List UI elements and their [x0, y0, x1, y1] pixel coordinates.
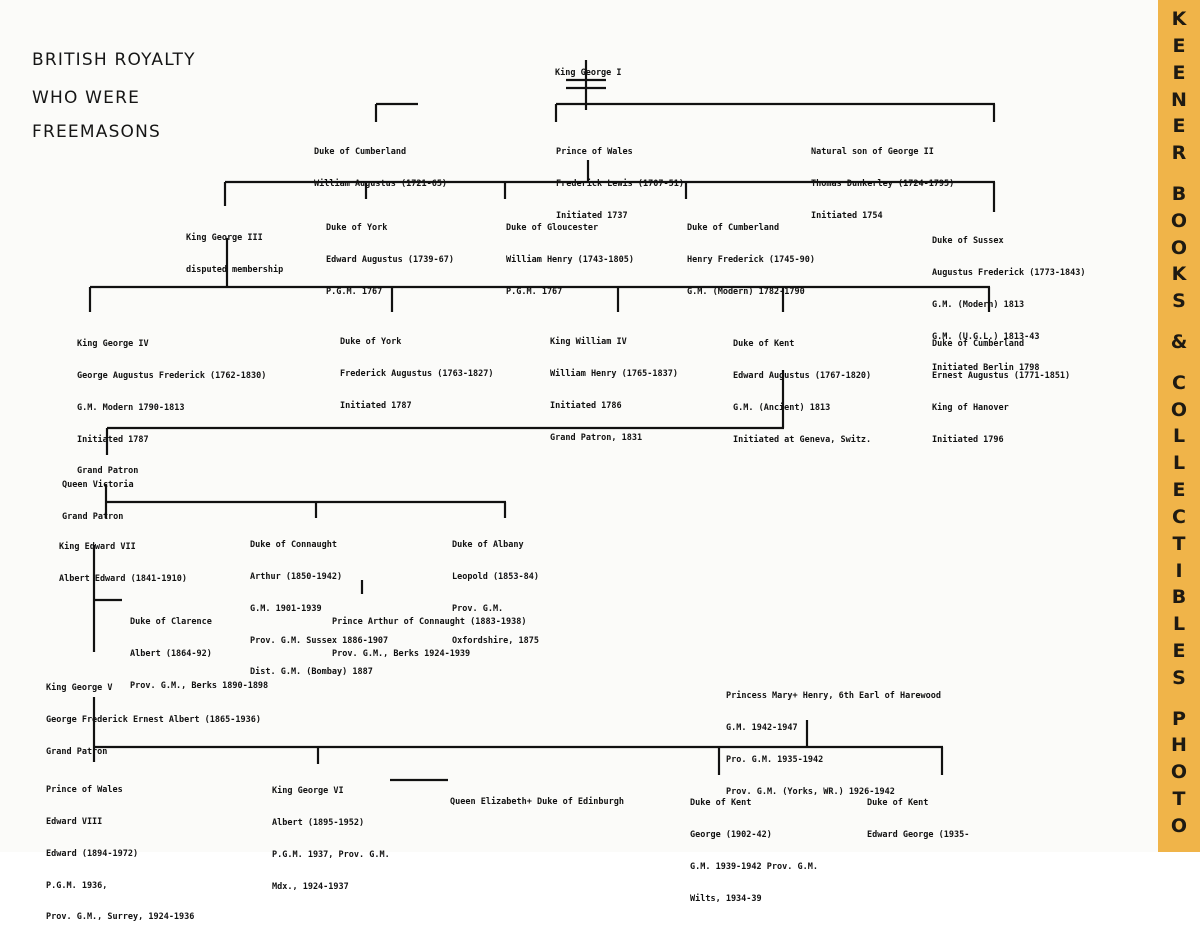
- node-line: Queen Victoria: [62, 480, 134, 491]
- node-line: Henry Frederick (1745-90): [687, 254, 815, 265]
- node-duke-of-cumberland-henry-frederick: [687, 202, 815, 319]
- node-line: King George III: [186, 233, 263, 244]
- node-line: King William IV: [550, 337, 627, 348]
- node-line: Duke of Kent: [690, 798, 752, 809]
- sidebar-letter: E: [1172, 479, 1186, 502]
- node-line: Prov. G.M., Berks 1924-1939: [332, 648, 471, 659]
- sidebar-letter: N: [1171, 88, 1187, 111]
- node-line: King George IV: [77, 339, 149, 350]
- node-line: King of Hanover: [932, 402, 1009, 413]
- node-line: William Henry (1765-1837): [550, 368, 678, 379]
- node-line: Duke of York: [326, 223, 388, 234]
- node-line: G.M. (Modern) 1782-1790: [687, 286, 805, 297]
- node-line: G.M. Modern 1790-1813: [77, 402, 185, 413]
- sidebar-letter: O: [1170, 815, 1188, 837]
- sidebar-letter: L: [1172, 613, 1186, 636]
- sidebar-letter: T: [1172, 788, 1186, 811]
- node-line: Duke of Connaught: [250, 540, 337, 551]
- node-line: King George I: [555, 68, 622, 79]
- node-line: Princess Mary+ Henry, 6th Earl of Harewood: [726, 691, 941, 702]
- node-line: Edward Augustus (1739-67): [326, 254, 454, 265]
- node-line: George (1902-42): [690, 829, 772, 840]
- node-line: P.G.M. 1767: [326, 286, 383, 297]
- node-line: Prov. G.M. Sussex 1886-1907: [250, 635, 389, 646]
- node-line: G.M. 1942-1947: [726, 722, 798, 733]
- sidebar-letter: O: [1170, 761, 1188, 784]
- node-line: Duke of Albany: [452, 540, 524, 551]
- node-line: P.G.M. 1936,: [46, 880, 108, 891]
- node-duke-of-kent-edward-augustus: [733, 318, 871, 466]
- node-line: G.M. (Modern) 1813: [932, 299, 1025, 310]
- sidebar-letter: E: [1172, 115, 1186, 138]
- node-line: Initiated at Geneva, Switz.: [733, 434, 872, 445]
- node-king-george-v: [46, 662, 261, 779]
- node-line: Grand Patron: [46, 746, 108, 757]
- node-line: Prov. G.M., Berks 1890-1898: [130, 680, 269, 691]
- node-line: Prov. G.M.: [452, 603, 504, 614]
- node-line: Albert Edward (1841-1910): [59, 573, 187, 584]
- node-line: King Edward VII: [59, 542, 136, 553]
- node-duke-of-gloucester: [506, 202, 634, 319]
- node-line: G.M. (Ancient) 1813: [733, 402, 831, 413]
- sidebar-letter: R: [1171, 142, 1187, 165]
- node-prince-arthur-of-connaught: [332, 596, 526, 681]
- sidebar-letter: E: [1172, 34, 1186, 57]
- sidebar-letter: O: [1170, 236, 1188, 259]
- sidebar-letter: L: [1172, 452, 1186, 475]
- node-line: Frederick Augustus (1763-1827): [340, 368, 494, 379]
- node-line: George Frederick Ernest Albert (1865-1936): [46, 714, 261, 725]
- sidebar-letter: K: [1171, 263, 1187, 286]
- node-line: Initiated 1787: [340, 400, 412, 411]
- node-line: Queen Elizabeth+ Duke of Edinburgh: [450, 797, 624, 808]
- sidebar-letter: E: [1172, 640, 1186, 663]
- sidebar-letter: O: [1170, 209, 1188, 232]
- sidebar-letter: C: [1172, 505, 1186, 528]
- node-line: G.M. (U.G.L.) 1813-43: [932, 331, 1040, 342]
- node-line: P.G.M. 1767: [506, 286, 563, 297]
- node-line: Prince Arthur of Connaught (1883-1938): [332, 617, 527, 628]
- sidebar-letter: T: [1172, 532, 1186, 555]
- node-line: Albert (1864-92): [130, 648, 212, 659]
- sidebar-letter: &: [1170, 330, 1188, 353]
- node-line: Wilts, 1934-39: [690, 893, 762, 904]
- sidebar-letter: S: [1172, 290, 1186, 313]
- node-line: Prov. G.M., Surrey, 1924-1936: [46, 912, 195, 923]
- node-duke-of-york-frederick-augustus: [340, 316, 494, 433]
- node-duke-of-cumberland-ernest-augustus: [932, 318, 1070, 466]
- node-line: Grand Patron: [77, 466, 139, 477]
- node-line: Prince of Wales: [556, 147, 633, 158]
- sidebar-letter: C: [1172, 371, 1186, 394]
- node-line: Prov. G.M. (Yorks, WR.) 1926-1942: [726, 786, 895, 797]
- node-line: Duke of Cumberland: [932, 339, 1025, 350]
- node-line: Leopold (1853-84): [452, 571, 539, 582]
- node-line: Thomas Dunkerley (1724-1795): [811, 178, 955, 189]
- node-line: William Henry (1743-1805): [506, 254, 634, 265]
- node-king-edward-vii: [59, 521, 187, 606]
- node-line: Duke of Cumberland: [314, 147, 407, 158]
- node-line: Edward George (1935-: [867, 829, 970, 840]
- node-line: Ernest Augustus (1771-1851): [932, 370, 1071, 381]
- diagram-title-line-1: BRITISH ROYALTY: [32, 50, 196, 70]
- node-line: Arthur (1850-1942): [250, 571, 343, 582]
- sidebar-letter: B: [1171, 182, 1187, 205]
- node-line: G.M. 1939-1942 Prov. G.M.: [690, 861, 818, 872]
- node-line: Initiated 1754: [811, 210, 883, 221]
- node-line: Oxfordshire, 1875: [452, 635, 539, 646]
- node-line: Edward Augustus (1767-1820): [733, 370, 872, 381]
- sidebar-letter: B: [1171, 586, 1187, 609]
- node-line: Duke of Sussex: [932, 236, 1004, 247]
- node-duke-of-york-edward-augustus: [326, 202, 454, 319]
- node-line: Initiated 1786: [550, 400, 622, 411]
- sidebar-letter: O: [1170, 398, 1188, 421]
- node-line: Duke of Kent: [733, 339, 795, 350]
- node-king-george-iii: [186, 212, 283, 297]
- diagram-title-line-3: FREEMASONS: [32, 122, 162, 142]
- node-duke-of-kent-edward-george: [867, 777, 969, 862]
- node-line: King George VI: [272, 786, 344, 797]
- node-line: Duke of Kent: [867, 798, 929, 809]
- node-line: Initiated Berlin 1798: [932, 363, 1040, 374]
- node-line: G.M. 1901-1939: [250, 603, 322, 614]
- node-line: disputed membership: [186, 264, 284, 275]
- node-king-george-i: [555, 47, 622, 100]
- node-line: George Augustus Frederick (1762-1830): [77, 370, 267, 381]
- node-line: Grand Patron: [62, 511, 124, 522]
- node-line: Initiated 1787: [77, 434, 149, 445]
- node-duke-of-cumberland-william-augustus: [314, 126, 447, 211]
- node-line: Frederick Lewis (1707-51): [556, 178, 684, 189]
- node-queen-elizabeth-duke-of-edinburgh: [450, 776, 624, 829]
- node-line: Mdx., 1924-1937: [272, 881, 349, 892]
- node-king-george-vi: [272, 765, 390, 913]
- node-line: Edward VIII: [46, 816, 103, 827]
- node-duke-of-kent-george: [690, 777, 818, 925]
- node-line: Natural son of George II: [811, 147, 934, 158]
- node-line: Duke of Clarence: [130, 617, 212, 628]
- node-line: Grand Patron, 1831: [550, 432, 643, 443]
- sidebar-letter: P: [1172, 707, 1186, 730]
- node-line: Prince of Wales: [46, 785, 123, 796]
- watermark-sidebar: [1158, 0, 1200, 852]
- node-line: William Augustus (1721-65): [314, 178, 448, 189]
- sidebar-letter: E: [1172, 61, 1186, 84]
- sidebar-letter: L: [1172, 425, 1186, 448]
- diagram-title-line-2: WHO WERE: [32, 88, 141, 108]
- node-line: Duke of York: [340, 337, 402, 348]
- node-line: Albert (1895-1952): [272, 817, 365, 828]
- sidebar-letter: S: [1172, 666, 1186, 689]
- node-line: Initiated 1796: [932, 434, 1004, 445]
- node-line: Initiated 1737: [556, 210, 628, 221]
- node-line: P.G.M. 1937, Prov. G.M.: [272, 849, 390, 860]
- node-line: Edward (1894-1972): [46, 848, 139, 859]
- node-line: Augustus Frederick (1773-1843): [932, 267, 1086, 278]
- node-line: Pro. G.M. 1935-1942: [726, 754, 824, 765]
- sidebar-letter: K: [1171, 8, 1187, 30]
- sidebar-letter: I: [1175, 559, 1183, 582]
- sidebar-letter: H: [1171, 734, 1187, 757]
- node-king-william-iv: [550, 316, 678, 464]
- node-line: Duke of Cumberland: [687, 223, 780, 234]
- node-line: Duke of Gloucester: [506, 223, 599, 234]
- node-line: Dist. G.M. (Bombay) 1887: [250, 667, 373, 678]
- node-line: King George V: [46, 683, 113, 694]
- node-prince-of-wales-edward-viii: [46, 764, 194, 944]
